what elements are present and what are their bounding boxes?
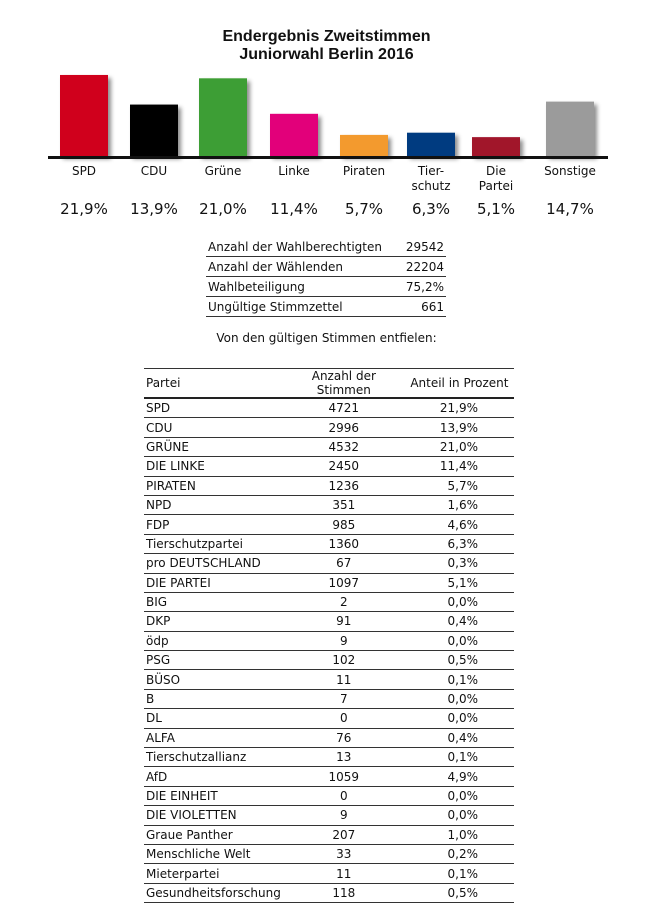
bar-4 [340,135,388,156]
vote-count: 102 [283,651,405,670]
value-label: 6,3% [411,200,451,218]
vote-count: 1097 [283,573,405,592]
vote-share: 6,3% [405,534,514,553]
summary-label: Anzahl der Wählenden [206,257,400,277]
bar-6 [472,137,520,156]
vote-share: 5,7% [405,476,514,495]
party-name: ALFA [144,728,283,747]
results-note: Von den gültigen Stimmen entfielen: [216,331,437,345]
party-name: Tierschutzpartei [144,534,283,553]
category-label [479,164,513,193]
vote-share: 0,0% [405,631,514,650]
vote-share: 0,1% [405,748,514,767]
vote-count: 1236 [283,476,405,495]
vote-count: 0 [283,709,405,728]
table-row [144,631,514,650]
category-label-line: schutz [411,179,451,193]
vote-count: 2450 [283,457,405,476]
chart-subtitle: Juniorwahl Berlin 2016 [239,46,414,63]
vote-share: 0,4% [405,728,514,747]
value-label: 5,1% [476,200,516,218]
value-label: 21,9% [60,200,108,218]
table-row [144,437,514,456]
header-anzahl: Anzahl der Stimmen [283,369,405,399]
party-name: Gesundheitsforschung [144,883,283,902]
vote-share: 0,1% [405,864,514,883]
summary-label: Ungültige Stimmzettel [206,297,400,317]
vote-count: 67 [283,554,405,573]
table-row [144,515,514,534]
summary-label: Anzahl der Wahlberechtigten [206,237,400,257]
category-label-line: Die [486,164,506,178]
party-name: DKP [144,612,283,631]
vote-count: 1059 [283,767,405,786]
summary-value: 22204 [400,257,446,277]
vote-count: 985 [283,515,405,534]
vote-share: 5,1% [405,573,514,592]
table-row [144,748,514,767]
vote-count: 4721 [283,398,405,418]
vote-share: 4,6% [405,515,514,534]
summary-table [206,237,446,317]
vote-share: 0,0% [405,806,514,825]
table-row [144,534,514,553]
summary-value: 29542 [400,237,446,257]
category-label [343,164,385,178]
summary-value: 661 [400,297,446,317]
table-row [144,670,514,689]
table-row [144,592,514,611]
party-name: ödp [144,631,283,650]
category-label [205,164,242,178]
header-partei: Partei [144,369,283,399]
header-anteil: Anteil in Prozent [405,369,514,399]
table-row [144,806,514,825]
summary-row [206,277,446,297]
value-label: 21,0% [199,200,247,218]
summary-label: Wahlbeteiligung [206,277,400,297]
vote-share: 21,9% [405,398,514,418]
bar-chart [0,60,653,225]
table-row [144,864,514,883]
party-name: PIRATEN [144,476,283,495]
vote-count: 1360 [283,534,405,553]
party-name: DIE EINHEIT [144,786,283,805]
party-name: DL [144,709,283,728]
party-name: Mieterpartei [144,864,283,883]
party-name: Tierschutzallianz [144,748,283,767]
vote-share: 0,0% [405,709,514,728]
party-name: pro DEUTSCHLAND [144,554,283,573]
table-row [144,728,514,747]
category-label [411,164,450,193]
baseline [48,156,608,159]
vote-count: 33 [283,844,405,863]
party-name: GRÜNE [144,437,283,456]
summary-value: 75,2% [400,277,446,297]
vote-share: 0,5% [405,883,514,902]
table-row [144,844,514,863]
table-row [144,767,514,786]
bar-2 [199,78,247,156]
table-row [144,786,514,805]
vote-count: 9 [283,631,405,650]
vote-count: 118 [283,883,405,902]
party-name: CDU [144,418,283,437]
category-label [72,164,96,178]
vote-share: 0,0% [405,786,514,805]
vote-count: 11 [283,864,405,883]
vote-count: 0 [283,786,405,805]
table-row [144,476,514,495]
vote-count: 207 [283,825,405,844]
category-label-line: Grüne [204,164,242,178]
category-label-line: Tier- [417,164,445,178]
party-name: NPD [144,495,283,514]
vote-count: 4532 [283,437,405,456]
bar-7 [546,102,594,156]
vote-share: 11,4% [405,457,514,476]
table-row [144,418,514,437]
vote-share: 4,9% [405,767,514,786]
summary-row [206,257,446,277]
category-label-line: Partei [478,179,514,193]
party-name: BÜSO [144,670,283,689]
results-header-row [144,369,514,399]
vote-count: 7 [283,689,405,708]
table-row [144,495,514,514]
party-name: PSG [144,651,283,670]
value-label: 13,9% [130,200,178,218]
vote-share: 0,0% [405,592,514,611]
vote-share: 0,0% [405,689,514,708]
vote-count: 2 [283,592,405,611]
bar-1 [130,105,178,156]
party-name: Menschliche Welt [144,844,283,863]
table-row [144,573,514,592]
vote-share: 0,1% [405,670,514,689]
table-row [144,689,514,708]
summary-row [206,237,446,257]
bar-3 [270,114,318,156]
table-row [144,612,514,631]
party-name: DIE LINKE [144,457,283,476]
vote-count: 11 [283,670,405,689]
bar-0 [60,75,108,156]
party-name: FDP [144,515,283,534]
party-name: Graue Panther [144,825,283,844]
summary-row [206,297,446,317]
vote-count: 2996 [283,418,405,437]
table-row [144,554,514,573]
table-row [144,709,514,728]
table-row [144,398,514,418]
vote-share: 13,9% [405,418,514,437]
party-name: DIE VIOLETTEN [144,806,283,825]
category-label [544,164,596,178]
category-label-line: CDU [140,164,168,178]
vote-count: 13 [283,748,405,767]
value-label: 5,7% [344,200,384,218]
party-name: DIE PARTEI [144,573,283,592]
party-name: BIG [144,592,283,611]
vote-share: 0,5% [405,651,514,670]
results-table [144,368,514,903]
vote-share: 0,4% [405,612,514,631]
category-label [141,164,167,178]
party-name: SPD [144,398,283,418]
table-row [144,825,514,844]
vote-share: 1,0% [405,825,514,844]
party-name: B [144,689,283,708]
table-row [144,457,514,476]
category-label [278,164,310,178]
vote-share: 0,2% [405,844,514,863]
party-name: AfD [144,767,283,786]
category-label-line: SPD [71,164,97,178]
chart-title: Endergebnis Zweitstimmen [222,28,431,45]
table-row [144,883,514,902]
table-row [144,651,514,670]
vote-share: 21,0% [405,437,514,456]
vote-count: 9 [283,806,405,825]
value-label: 11,4% [270,200,318,218]
vote-count: 351 [283,495,405,514]
vote-share: 0,3% [405,554,514,573]
category-label-line: Piraten [342,164,386,178]
value-label: 14,7% [546,200,594,218]
category-label-line: Linke [278,164,310,178]
category-label-line: Sonstige [544,164,596,178]
vote-share: 1,6% [405,495,514,514]
bar-5 [407,133,455,156]
vote-count: 91 [283,612,405,631]
vote-count: 76 [283,728,405,747]
